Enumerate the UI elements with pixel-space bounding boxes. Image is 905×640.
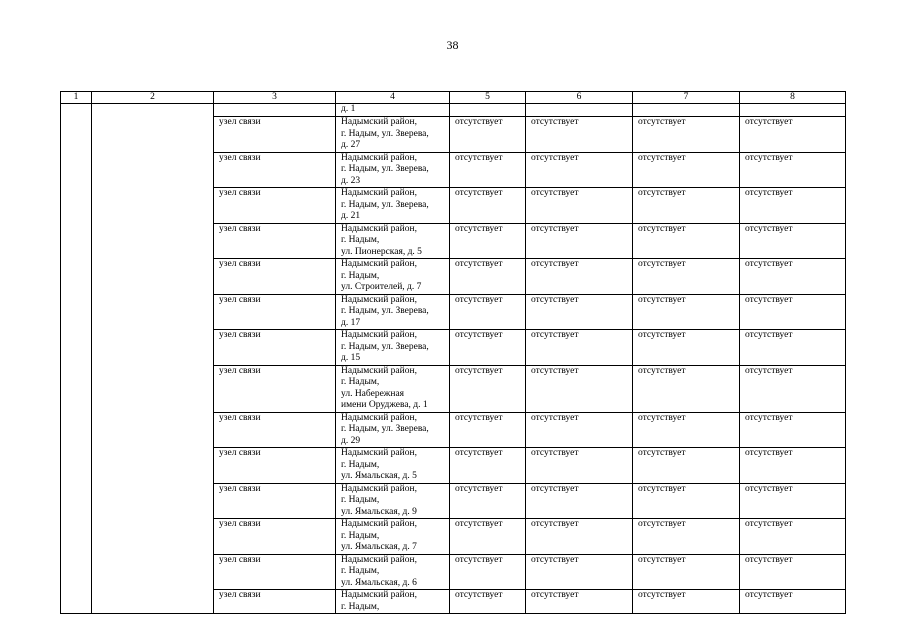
merged-cell-col2 — [92, 104, 214, 614]
type-cell: узел связи — [214, 519, 336, 555]
column-8-cell: отсутствует — [740, 259, 846, 295]
column-8-cell: отсутствует — [740, 294, 846, 330]
table-cell — [214, 104, 336, 117]
column-header-6: 6 — [526, 92, 633, 104]
type-cell: узел связи — [214, 590, 336, 614]
column-8-cell: отсутствует — [740, 554, 846, 590]
column-7-cell: отсутствует — [633, 448, 740, 484]
address-cell: Надымский район, г. Надым, ул. Ямальская, д. 7 — [336, 519, 450, 555]
type-cell: узел связи — [214, 483, 336, 519]
address-cell: Надымский район, г. Надым, ул. Зверева, д. 29 — [336, 412, 450, 448]
column-header-4: 4 — [336, 92, 450, 104]
table-cell — [633, 104, 740, 117]
data-table — [60, 91, 846, 614]
address-cell: Надымский район, г. Надым, ул. Ямальская, д. 9 — [336, 483, 450, 519]
type-cell: узел связи — [214, 330, 336, 366]
column-header-7: 7 — [633, 92, 740, 104]
column-6-cell: отсутствует — [526, 554, 633, 590]
header-row — [61, 92, 846, 104]
column-header-8: 8 — [740, 92, 846, 104]
address-cell: Надымский район, г. Надым, ул. Зверева, д. 21 — [336, 188, 450, 224]
column-6-cell: отсутствует — [526, 259, 633, 295]
type-cell: узел связи — [214, 554, 336, 590]
type-cell: узел связи — [214, 294, 336, 330]
column-5-cell: отсутствует — [450, 554, 526, 590]
column-7-cell: отсутствует — [633, 152, 740, 188]
column-5-cell: отсутствует — [450, 294, 526, 330]
column-8-cell: отсутствует — [740, 365, 846, 412]
column-5-cell: отсутствует — [450, 223, 526, 259]
column-8-cell: отсутствует — [740, 412, 846, 448]
type-cell: узел связи — [214, 223, 336, 259]
column-5-cell: отсутствует — [450, 448, 526, 484]
table-cell — [740, 104, 846, 117]
column-6-cell: отсутствует — [526, 365, 633, 412]
column-7-cell: отсутствует — [633, 519, 740, 555]
column-7-cell: отсутствует — [633, 590, 740, 614]
column-6-cell: отсутствует — [526, 330, 633, 366]
column-5-cell: отсутствует — [450, 330, 526, 366]
column-header-1: 1 — [61, 92, 92, 104]
column-6-cell: отсутствует — [526, 117, 633, 153]
column-8-cell: отсутствует — [740, 152, 846, 188]
column-6-cell: отсутствует — [526, 448, 633, 484]
column-7-cell: отсутствует — [633, 412, 740, 448]
column-8-cell: отсутствует — [740, 519, 846, 555]
column-5-cell: отсутствует — [450, 590, 526, 614]
column-8-cell: отсутствует — [740, 330, 846, 366]
column-7-cell: отсутствует — [633, 365, 740, 412]
column-6-cell: отсутствует — [526, 188, 633, 224]
column-7-cell: отсутствует — [633, 188, 740, 224]
column-5-cell: отсутствует — [450, 365, 526, 412]
column-6-cell: отсутствует — [526, 223, 633, 259]
column-6-cell: отсутствует — [526, 590, 633, 614]
type-cell: узел связи — [214, 152, 336, 188]
column-6-cell: отсутствует — [526, 483, 633, 519]
column-7-cell: отсутствует — [633, 330, 740, 366]
column-6-cell: отсутствует — [526, 519, 633, 555]
table-cell — [526, 104, 633, 117]
table-cell — [450, 104, 526, 117]
type-cell: узел связи — [214, 188, 336, 224]
address-cell: Надымский район, г. Надым, — [336, 590, 450, 614]
page-number: 38 — [446, 38, 459, 52]
address-cell: Надымский район, г. Надым, ул. Пионерская, д. 5 — [336, 223, 450, 259]
type-cell: узел связи — [214, 448, 336, 484]
address-cell: Надымский район, г. Надым, ул. Зверева, д. 27 — [336, 117, 450, 153]
column-6-cell: отсутствует — [526, 412, 633, 448]
column-header-2: 2 — [92, 92, 214, 104]
column-8-cell: отсутствует — [740, 188, 846, 224]
column-8-cell: отсутствует — [740, 590, 846, 614]
column-7-cell: отсутствует — [633, 483, 740, 519]
column-5-cell: отсутствует — [450, 152, 526, 188]
column-header-3: 3 — [214, 92, 336, 104]
continuation-row — [61, 104, 846, 117]
column-7-cell: отсутствует — [633, 117, 740, 153]
address-cell: Надымский район, г. Надым, ул. Зверева, д. 15 — [336, 330, 450, 366]
column-8-cell: отсутствует — [740, 448, 846, 484]
address-cell: Надымский район, г. Надым, ул. Зверева, д. 17 — [336, 294, 450, 330]
address-cell: д. 1 — [336, 104, 450, 117]
address-cell: Надымский район, г. Надым, ул. Зверева, д. 23 — [336, 152, 450, 188]
column-7-cell: отсутствует — [633, 259, 740, 295]
type-cell: узел связи — [214, 259, 336, 295]
address-cell: Надымский район, г. Надым, ул. Строителей, д. 7 — [336, 259, 450, 295]
column-5-cell: отсутствует — [450, 412, 526, 448]
column-5-cell: отсутствует — [450, 259, 526, 295]
address-cell: Надымский район, г. Надым, ул. Набережная имени Оруджева, д. 1 — [336, 365, 450, 412]
column-header-5: 5 — [450, 92, 526, 104]
column-7-cell: отсутствует — [633, 294, 740, 330]
address-cell: Надымский район, г. Надым, ул. Ямальская, д. 6 — [336, 554, 450, 590]
type-cell: узел связи — [214, 365, 336, 412]
column-5-cell: отсутствует — [450, 519, 526, 555]
column-8-cell: отсутствует — [740, 483, 846, 519]
column-7-cell: отсутствует — [633, 554, 740, 590]
type-cell: узел связи — [214, 412, 336, 448]
address-cell: Надымский район, г. Надым, ул. Ямальская, д. 5 — [336, 448, 450, 484]
column-6-cell: отсутствует — [526, 152, 633, 188]
column-8-cell: отсутствует — [740, 223, 846, 259]
column-8-cell: отсутствует — [740, 117, 846, 153]
column-7-cell: отсутствует — [633, 223, 740, 259]
merged-cell-col1 — [61, 104, 92, 614]
column-5-cell: отсутствует — [450, 117, 526, 153]
type-cell: узел связи — [214, 117, 336, 153]
column-5-cell: отсутствует — [450, 483, 526, 519]
column-5-cell: отсутствует — [450, 188, 526, 224]
column-6-cell: отсутствует — [526, 294, 633, 330]
